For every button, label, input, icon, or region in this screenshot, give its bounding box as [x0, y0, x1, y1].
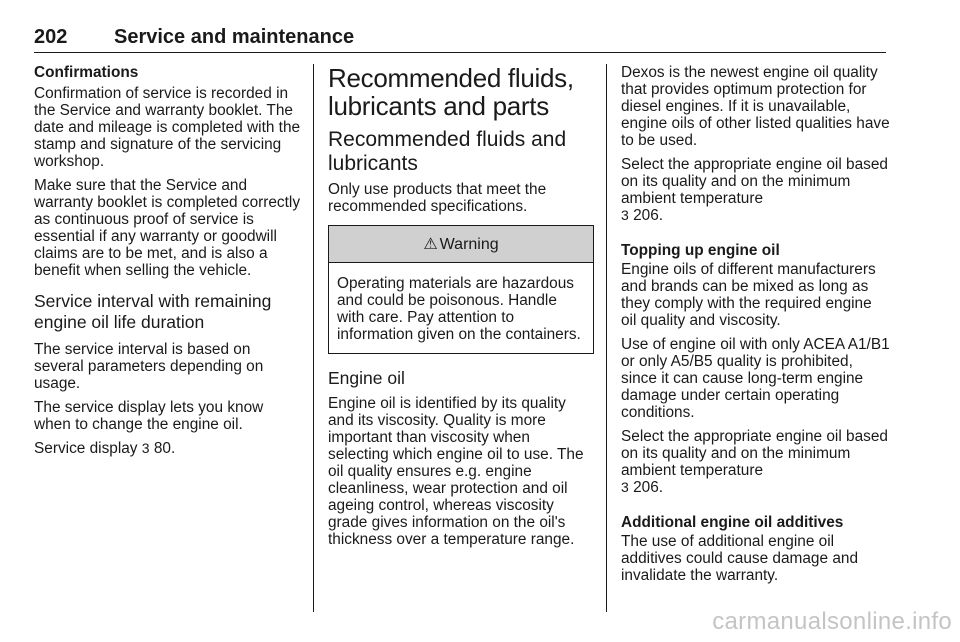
column-divider — [606, 64, 607, 612]
page-reference[interactable]: 80. — [153, 440, 176, 457]
page-number: 202 — [34, 26, 68, 48]
additives-heading: Additional engine oil additives — [621, 514, 844, 531]
paragraph-text: Select the appropriate engine oil based on its quality and on the minimum ambient temperature — [621, 428, 888, 479]
recommended-fluids-heading: Recommended fluids, lubricants and parts — [328, 63, 574, 121]
reference-arrow-icon: 3 — [141, 440, 150, 456]
reference-arrow-icon: 3 — [621, 479, 629, 495]
paragraph: The service display lets you know when to change the engine oil. — [34, 399, 264, 433]
watermark: carmanualsonline.info — [712, 608, 952, 635]
paragraph: Only use products that meet the recommended specifications. — [328, 181, 547, 215]
paragraph: Dexos is the newest engine oil quality that provides optimum protection for diesel engines. If it is unavailable, engine oils of other listed qualities have to be used. — [621, 64, 890, 149]
page-reference[interactable]: 206. — [633, 479, 664, 496]
warning-header — [329, 226, 593, 263]
paragraph — [621, 156, 891, 224]
column-left — [34, 64, 302, 464]
topping-up-heading: Topping up engine oil — [621, 242, 780, 259]
page-reference[interactable]: 206. — [633, 207, 664, 224]
paragraph: Confirmation of service is recorded in the Service and warranty booklet. The date and mileage is completed with the stamp and signature of the servicing workshop. — [34, 85, 301, 170]
recommended-lubricants-heading: Recommended fluids and lubricants — [328, 128, 567, 175]
warning-title: Warning — [439, 235, 499, 253]
paragraph: The service interval is based on several parameters depending on usage. — [34, 341, 264, 392]
warning-body: Operating materials are hazardous and could be poisonous. Handle with care. Pay attention to information given on the containers. — [337, 275, 581, 343]
confirmations-heading: Confirmations — [34, 64, 139, 81]
column-right — [621, 64, 891, 591]
paragraph — [34, 440, 302, 457]
warning-box — [328, 225, 594, 354]
paragraph — [621, 428, 891, 496]
paragraph: Make sure that the Service and warranty booklet is completed correctly as continuous proof of service is essential if any warranty or goodwill claims are to be met, and is also a benefit when selling the vehicle. — [34, 177, 301, 279]
service-interval-heading: Service interval with remaining engine oil life duration — [34, 291, 272, 332]
paragraph: Engine oils of different manufacturers and brands can be mixed as long as they comply with the required engine oil quality and viscosity. — [621, 261, 876, 329]
paragraph: Use of engine oil with only ACEA A1/B1 or only A5/B5 quality is prohibited, since it can cause long-term engine damage under certain operating conditions. — [621, 336, 890, 421]
paragraph: Engine oil is identified by its quality and its viscosity. Quality is more important than viscosity when selecting which engine oil to use. The oil quality ensures e.g. engine cleanliness, wear protection and oil ageing control, whereas viscosity grade gives information on the oil's thickness over a temperature range. — [328, 395, 584, 548]
page-header — [34, 26, 886, 53]
section-title: Service and maintenance — [114, 26, 355, 48]
column-divider — [313, 64, 314, 612]
engine-oil-heading: Engine oil — [328, 368, 405, 388]
reference-arrow-icon: 3 — [621, 207, 629, 223]
paragraph-text: Select the appropriate engine oil based on its quality and on the minimum ambient temperature — [621, 156, 888, 207]
paragraph: The use of additional engine oil additives could cause damage and invalidate the warranty. — [621, 533, 859, 584]
column-middle — [328, 64, 594, 555]
service-display-text: Service display — [34, 440, 138, 457]
warning-icon: ⚠ — [423, 235, 438, 253]
